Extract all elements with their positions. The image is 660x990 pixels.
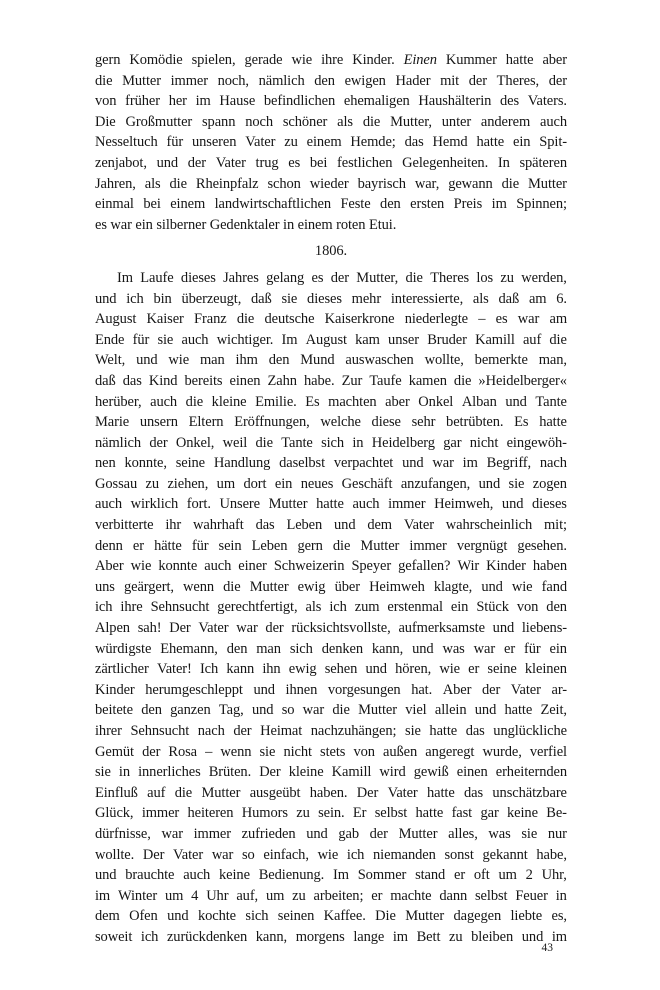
- text-line: Ende für sie auch wichtiger. Im August kam unser Bruder Kamill auf die: [95, 331, 567, 348]
- text-line: Marie unsern Eltern Eröffnungen, welche diese sehr betrübten. Es hatte: [95, 414, 567, 431]
- paragraph: [95, 268, 567, 948]
- text-line: zärtlicher Vater! Ich kann ihn ewig sehen und hören, wie er seine kleinen: [95, 661, 567, 678]
- text-line: daß das Kind bereits einen Zahn habe. Zur Taufe kamen die »Heidelberger«: [95, 372, 567, 389]
- text-line: soweit ich zurückdenken kann, morgens lange im Bett zu bleiben und im: [95, 928, 567, 945]
- text-line: herüber, auch die kleine Emilie. Es machten aber Onkel Alban und Tante: [95, 393, 567, 410]
- text-line: die Mutter immer noch, nämlich den ewigen Hader mit der Theres, der: [95, 72, 567, 89]
- text-line: ihrer Sehnsucht nach der Heimat nachzuhängen; sie hatte das unglückliche: [95, 723, 567, 739]
- page-text-column: [95, 50, 567, 948]
- text-line: August Kaiser Franz die deutsche Kaiserkrone niederlegte – es war am: [95, 311, 567, 328]
- text-line: einmal bei einem landwirtschaftlichen Feste den ersten Preis im Spinnen;: [95, 196, 567, 213]
- text-line: dürfnisse, war immer zufrieden und gab der Mutter alles, was sie nur: [95, 825, 567, 842]
- text-line: Die Großmutter spann noch schöner als die Mutter, unter anderem auch: [95, 113, 567, 130]
- text-line: sie in innerliches Brüten. Der kleine Kamill wird gewiß einen erheiternden: [95, 764, 567, 781]
- text-line: auch wirklich fort. Unsere Mutter hatte auch immer Heimweh, und dieses: [95, 496, 567, 513]
- text-line: ich ihre Sehnsucht gerechtfertigt, als ich zum erstenmal ein Stück von den: [95, 599, 567, 616]
- text-line: Glück, immer heiteren Humors zu sein. Er selbst hatte fast gar keine Be-: [95, 805, 567, 822]
- text-line: zenjabot, und der Vater trug es bei festlichen Gelegenheiten. In späteren: [95, 154, 567, 171]
- text-line: dem Ofen und kochte sich seinen Kaffee. Die Mutter dagegen liebte es,: [95, 908, 567, 925]
- text-line: und brauchte auch keine Bedienung. Im Sommer stand er oft um 2 Uhr,: [95, 867, 567, 884]
- paragraph: [95, 50, 567, 235]
- text-line: und ich bin überzeugt, daß sie dieses mehr interessierte, als daß am 6.: [95, 290, 567, 307]
- text-line: Alpen sah! Der Vater war der rücksichtsvollste, aufmerksamste und liebens-: [95, 620, 567, 637]
- page-number: 43: [541, 942, 553, 954]
- date-heading: 1806.: [314, 243, 348, 260]
- text-line: Kinder herumgeschleppt und ihnen vorgesungen hat. Aber der Vater ar-: [95, 681, 567, 698]
- text-line: denn er hätte für sein Leben gern die Mutter immer vergnügt gesehen.: [95, 537, 567, 554]
- text-line: Jahren, als die Rheinpfalz schon wieder bayrisch war, gewann die Mutter: [95, 175, 567, 192]
- text-line: verbitterte ihr wahrhaft das Leben und dem Vater wahrscheinlich mit;: [95, 517, 567, 534]
- text-line: Gemüt der Rosa – wenn sie nicht stets von außen angeregt wurde, verfiel: [95, 743, 567, 760]
- text-line: würdigste Ehemann, den man sich denken kann, und was war er für ein: [95, 640, 567, 657]
- text-line: Gossau zu ziehen, um dort ein neues Geschäft anzufangen, und sie zogen: [95, 475, 567, 492]
- date-heading-block: [95, 241, 567, 262]
- text-line: Aber wie konnte auch einer Schweizerin Speyer gefallen? Wir Kinder haben: [95, 558, 567, 575]
- text-line: Einfluß auf die Mutter ausgeübt haben. Der Vater hatte das unschätzbare: [95, 784, 567, 801]
- text-line: gern Komödie spielen, gerade wie ihre Kinder. Einen Kummer hatte aber: [95, 52, 567, 68]
- text-line: Welt, und wie man ihm den Mund auswaschen wollte, bemerkte man,: [95, 352, 567, 369]
- text-line: nen konnte, seine Handlung daselbst verpachtet und war im Begriff, nach: [95, 455, 567, 472]
- text-line: Nesseltuch für unseren Vater zu einem Hemde; das Hemd hatte ein Spit-: [95, 134, 567, 151]
- text-line: im Winter um 4 Uhr auf, um zu arbeiten; er machte dann selbst Feuer in: [95, 887, 567, 904]
- text-line: uns geärgert, wenn die Mutter ewig über Heimweh klagte, und wie fand: [95, 578, 567, 595]
- text-line: von früher her im Hause befindlichen ehemaligen Haushälterin des Vaters.: [95, 93, 567, 110]
- text-line: beitete den ganzen Tag, und so war die Mutter viel allein und hatte Zeit,: [95, 702, 567, 719]
- text-line: Im Laufe dieses Jahres gelang es der Mutter, die Theres los zu werden,: [117, 269, 567, 286]
- text-line: wollte. Der Vater war so einfach, wie ich niemanden sonst gekannt habe,: [95, 846, 567, 863]
- text-line: nämlich der Onkel, weil die Tante sich in Heidelberg gar nicht eingewöh-: [95, 434, 567, 451]
- text-line: es war ein silberner Gedenktaler in einem roten Etui.: [95, 216, 397, 233]
